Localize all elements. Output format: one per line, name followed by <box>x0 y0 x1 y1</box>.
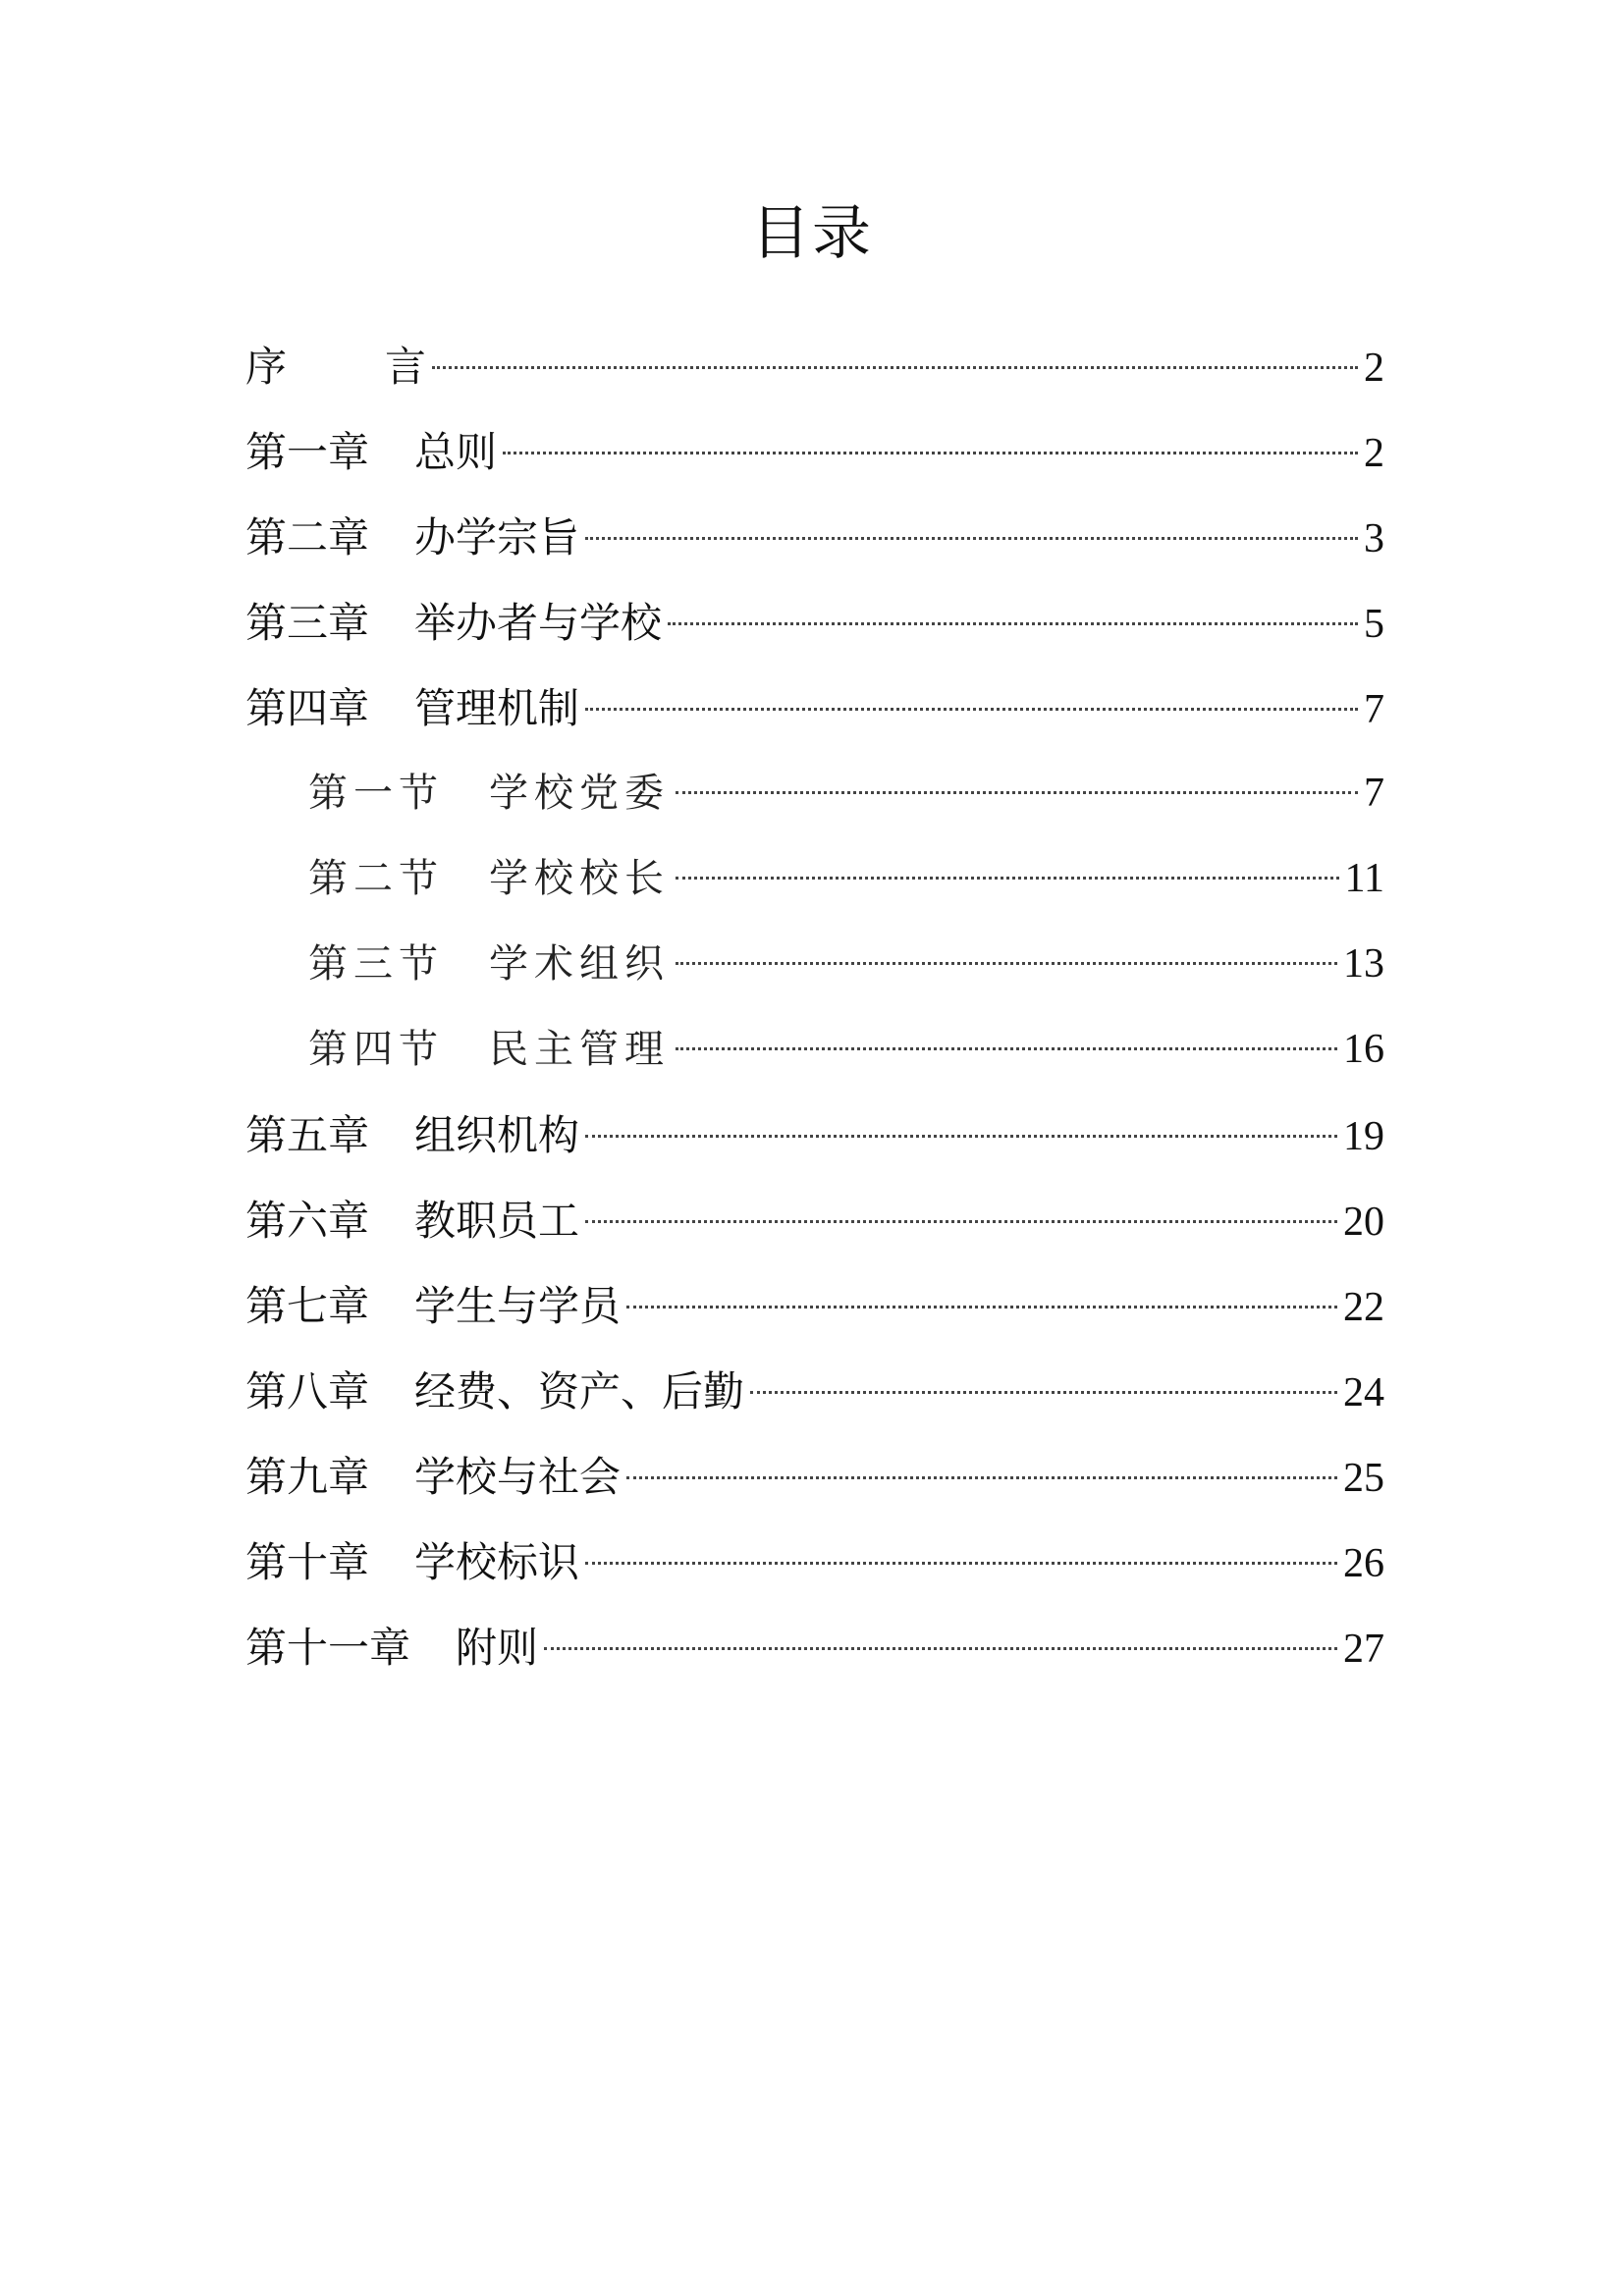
toc-page-number: 27 <box>1343 1627 1384 1672</box>
toc-entry-number: 第二节 <box>308 856 444 901</box>
dot-leader <box>544 1647 1337 1650</box>
toc-entry-number: 第十章 <box>245 1538 370 1586</box>
toc-entry-number: 序 <box>245 343 288 391</box>
toc-page-number: 2 <box>1364 431 1384 476</box>
toc-entry-chapter-2[interactable] <box>245 495 1384 580</box>
toc-entry-title: 学校标识 <box>414 1538 580 1586</box>
toc-entry-chapter-5[interactable] <box>245 1093 1384 1178</box>
toc-entry-chapter-8[interactable] <box>245 1349 1384 1434</box>
toc-entry-section-4-1[interactable] <box>245 751 1384 836</box>
dot-leader <box>585 1220 1337 1223</box>
toc-entry-title: 教职员工 <box>414 1197 580 1245</box>
dot-leader <box>585 1562 1337 1565</box>
toc-entry-label <box>308 751 670 836</box>
toc-entry-chapter-10[interactable] <box>245 1520 1384 1605</box>
toc-entry-title: 学校党委 <box>489 771 670 816</box>
toc-entry-section-4-4[interactable] <box>245 1007 1384 1093</box>
toc-page-number: 3 <box>1364 516 1384 561</box>
toc-entry-number: 第一章 <box>245 428 370 476</box>
dot-leader <box>676 1047 1337 1050</box>
dot-leader <box>750 1391 1337 1394</box>
toc-page-number: 11 <box>1344 856 1384 901</box>
toc-entry-title: 组织机构 <box>414 1111 580 1159</box>
toc-entry-number: 第八章 <box>245 1367 370 1415</box>
toc-entry-chapter-6[interactable] <box>245 1178 1384 1263</box>
toc-entry-section-4-2[interactable] <box>245 836 1384 922</box>
toc-entry-title: 学校与社会 <box>414 1453 622 1501</box>
toc-page-number: 7 <box>1364 771 1384 816</box>
toc-entry-label <box>308 922 670 1007</box>
toc-entry-title: 民主管理 <box>489 1027 670 1072</box>
toc-entry-chapter-4[interactable] <box>245 666 1384 751</box>
dot-leader <box>585 1135 1337 1138</box>
toc-entry-label <box>308 1007 670 1093</box>
toc-entry-preface[interactable] <box>245 324 1384 409</box>
toc-entry-label <box>308 836 670 922</box>
toc-entry-label <box>245 1434 621 1520</box>
dot-leader <box>626 1306 1337 1308</box>
toc-entry-title: 学术组织 <box>489 941 670 987</box>
toc-entry-title: 办学宗旨 <box>414 513 580 561</box>
dot-leader <box>676 791 1358 794</box>
toc-entry-title: 附则 <box>456 1624 539 1672</box>
toc-entry-title: 总则 <box>414 428 498 476</box>
toc-entry-label <box>245 409 497 495</box>
toc-page-number: 22 <box>1343 1285 1384 1330</box>
toc-page-number: 13 <box>1343 941 1384 987</box>
toc-entry-label <box>245 1263 621 1349</box>
toc-entry-chapter-11[interactable] <box>245 1605 1384 1690</box>
toc-entry-label <box>245 580 662 666</box>
toc-page-number: 26 <box>1343 1541 1384 1586</box>
toc-entry-title: 经费、资产、后勤 <box>414 1367 745 1415</box>
dot-leader <box>626 1476 1337 1479</box>
toc-entry-title: 学生与学员 <box>414 1282 622 1330</box>
toc-entry-title: 学校校长 <box>489 856 670 901</box>
dot-leader <box>503 452 1358 454</box>
toc-entry-label <box>245 324 426 409</box>
dot-leader <box>585 537 1358 540</box>
toc-entry-chapter-7[interactable] <box>245 1263 1384 1349</box>
dot-leader <box>676 962 1337 965</box>
dot-leader <box>668 622 1358 625</box>
toc-entry-label <box>245 495 579 580</box>
toc-page-number: 2 <box>1364 346 1384 391</box>
toc-entry-title: 举办者与学校 <box>414 599 663 647</box>
toc-entry-label <box>245 1605 538 1690</box>
toc-page-number: 5 <box>1364 602 1384 647</box>
toc-entry-number: 第五章 <box>245 1111 370 1159</box>
toc-entry-title: 言 <box>385 343 427 391</box>
dot-leader <box>432 366 1358 369</box>
table-of-contents <box>245 324 1384 1690</box>
toc-entry-label <box>245 1520 579 1605</box>
toc-entry-number: 第六章 <box>245 1197 370 1245</box>
toc-entry-chapter-1[interactable] <box>245 409 1384 495</box>
toc-entry-number: 第三章 <box>245 599 370 647</box>
toc-entry-number: 第九章 <box>245 1453 370 1501</box>
toc-entry-label <box>245 1349 744 1434</box>
toc-entry-number: 第四章 <box>245 684 370 732</box>
toc-entry-number: 第十一章 <box>245 1624 411 1672</box>
toc-page-number: 20 <box>1343 1200 1384 1245</box>
toc-entry-label <box>245 1178 579 1263</box>
toc-page-number: 25 <box>1343 1456 1384 1501</box>
toc-entry-number: 第七章 <box>245 1282 370 1330</box>
toc-page-number: 7 <box>1364 687 1384 732</box>
toc-entry-chapter-9[interactable] <box>245 1434 1384 1520</box>
toc-page-number: 16 <box>1343 1027 1384 1072</box>
page-title: 目录 <box>751 199 873 268</box>
dot-leader <box>676 877 1339 880</box>
toc-entry-chapter-3[interactable] <box>245 580 1384 666</box>
toc-entry-label <box>245 1093 579 1178</box>
toc-entry-number: 第三节 <box>308 941 444 987</box>
toc-entry-number: 第二章 <box>245 513 370 561</box>
toc-entry-number: 第一节 <box>308 771 444 816</box>
toc-entry-number: 第四节 <box>308 1027 444 1072</box>
toc-entry-section-4-3[interactable] <box>245 922 1384 1007</box>
toc-page-number: 19 <box>1343 1114 1384 1159</box>
toc-entry-label <box>245 666 579 751</box>
toc-entry-title: 管理机制 <box>414 684 580 732</box>
toc-page-number: 24 <box>1343 1370 1384 1415</box>
dot-leader <box>585 708 1358 711</box>
